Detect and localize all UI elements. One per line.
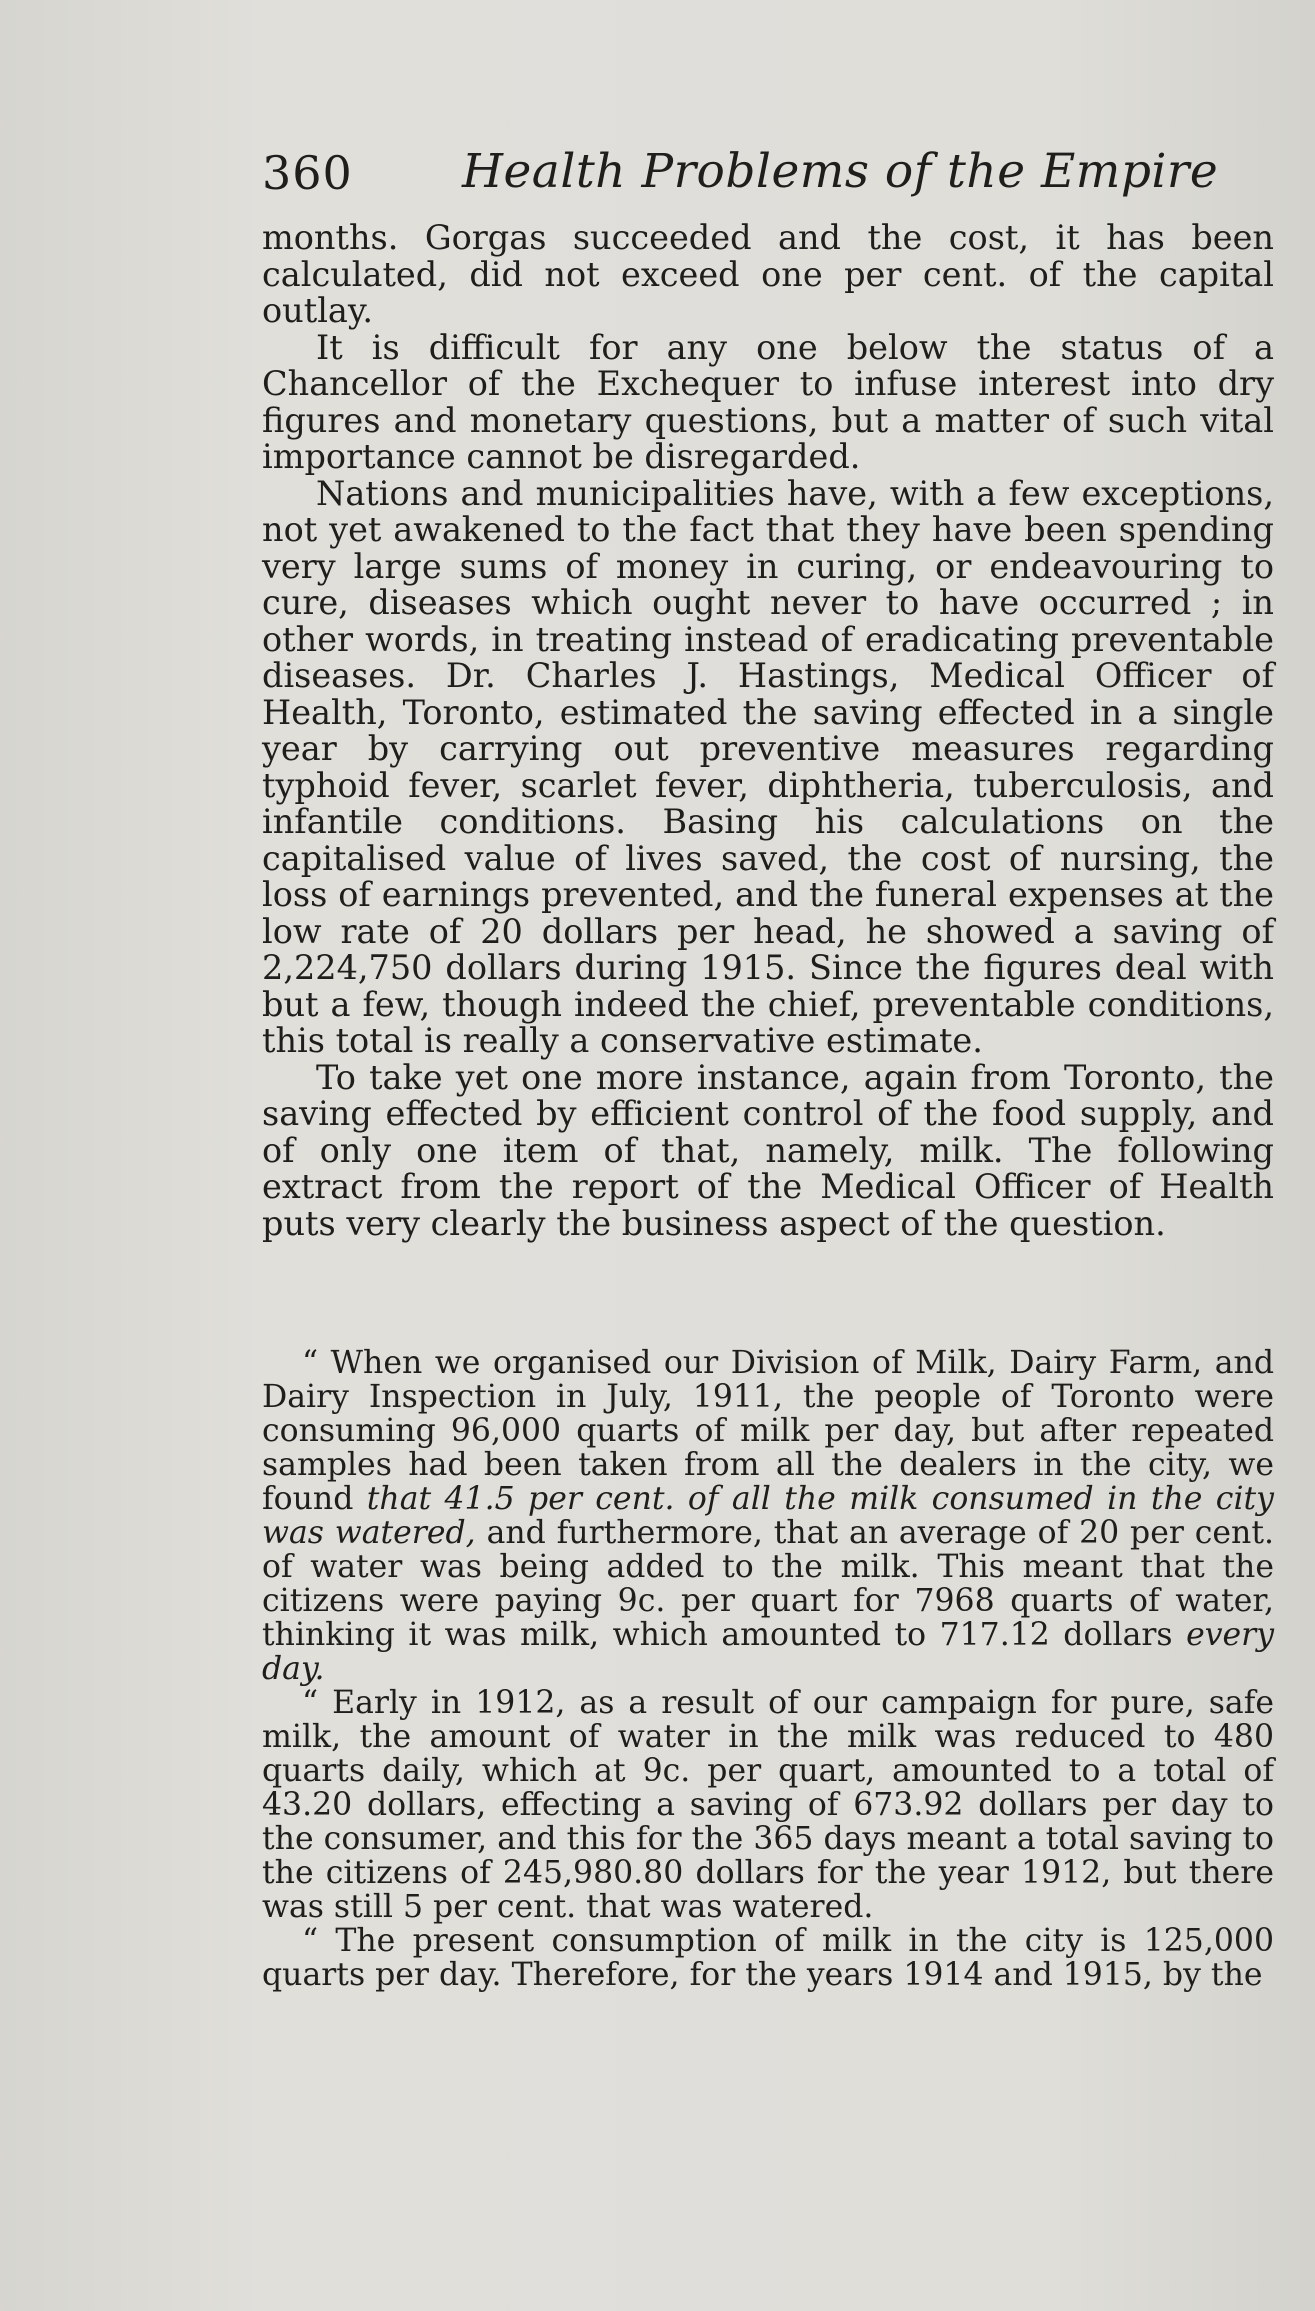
- quote-1-emphasis-1: that 41.5 per cent. of all the milk consumed in the city was watered,: [262, 1481, 1274, 1551]
- paragraph-1: months. Gorgas succeeded and the cost, it has been calculated, did not exceed one per cent. of the capital outlay.: [262, 218, 1274, 330]
- page-header: [262, 138, 1274, 208]
- quote-1-text-b: and furthermore, that an average of 20 per cent. of water was being added to the milk. This meant that the citizens were paying 9c. per quart for 7968 quarts of water, thinking it was milk, which amounted to 717.12 dollars: [262, 1515, 1275, 1653]
- quote-paragraph-3: “ The present consumption of milk in the city is 125,000 quarts per day. Therefore, for the years 1914 and 1915, by the: [262, 1923, 1274, 1993]
- quote-1-text-a: “ When we organised our Division of Milk, Dairy Farm, and Dairy Inspection in July, 1911, the people of Toronto were consuming 96,000 quarts of milk per day, but after repeated samples had been taken from all the dealers in the city, we found: [262, 1345, 1274, 1517]
- body-text: [262, 220, 1274, 1242]
- page-number: 360: [262, 146, 353, 200]
- paragraph-4: To take yet one more instance, again from Toronto, the saving effected by efficient control of the food supply, and of only one item of that, namely, milk. The following extract from the report of the Medical Officer of Health puts very clearly the business aspect of the question.: [262, 1057, 1274, 1243]
- quote-1-emphasis-2: every day.: [262, 1617, 1274, 1687]
- quote-paragraph-2: “ Early in 1912, as a result of our campaign for pure, safe milk, the amount of water in the milk was reduced to 480 quarts daily, which at 9c. per quart, amounted to a total of 43.20 dollars, effecting a saving of 673.92 dollars per day to the consumer, and this for the 365 days meant a total saving to the citizens of 245,980.80 dollars for the year 1912, but there was still 5 per cent. that was watered.: [262, 1685, 1274, 1925]
- paragraph-2: It is difficult for any one below the status of a Chancellor of the Exchequer to infuse interest into dry figures and monetary questions, but a matter of such vital importance cannot be disregarded.: [262, 327, 1274, 476]
- paragraph-3: Nations and municipalities have, with a few exceptions, not yet awakened to the fact that they have been spending very large sums of money in curing, or endeavouring to cure, diseases which ought never to have occurred ; in other words, in treating instead of eradicating preventable diseases. Dr. Charles J. Hastings, Medical Officer of Health, Toronto, estimated the saving effected in a single year by carrying out preventive measures regarding typhoid fever, scarlet fever, diphtheria, tuberculosis, and infantile conditions. Basing his calculations on the capitalised value of lives saved, the cost of nursing, the loss of earnings prevented, and the funeral expenses at the low rate of 20 dollars per head, he showed a saving of 2,224,750 dollars during 1915. Since the figures deal with but a few, though indeed the chief, preventable conditions, this total is really a conservative estimate.: [262, 473, 1274, 1060]
- block-quote: [262, 1346, 1274, 1992]
- quote-paragraph-1: [262, 1346, 1274, 1686]
- running-title: Health Problems of the Empire: [462, 144, 1219, 199]
